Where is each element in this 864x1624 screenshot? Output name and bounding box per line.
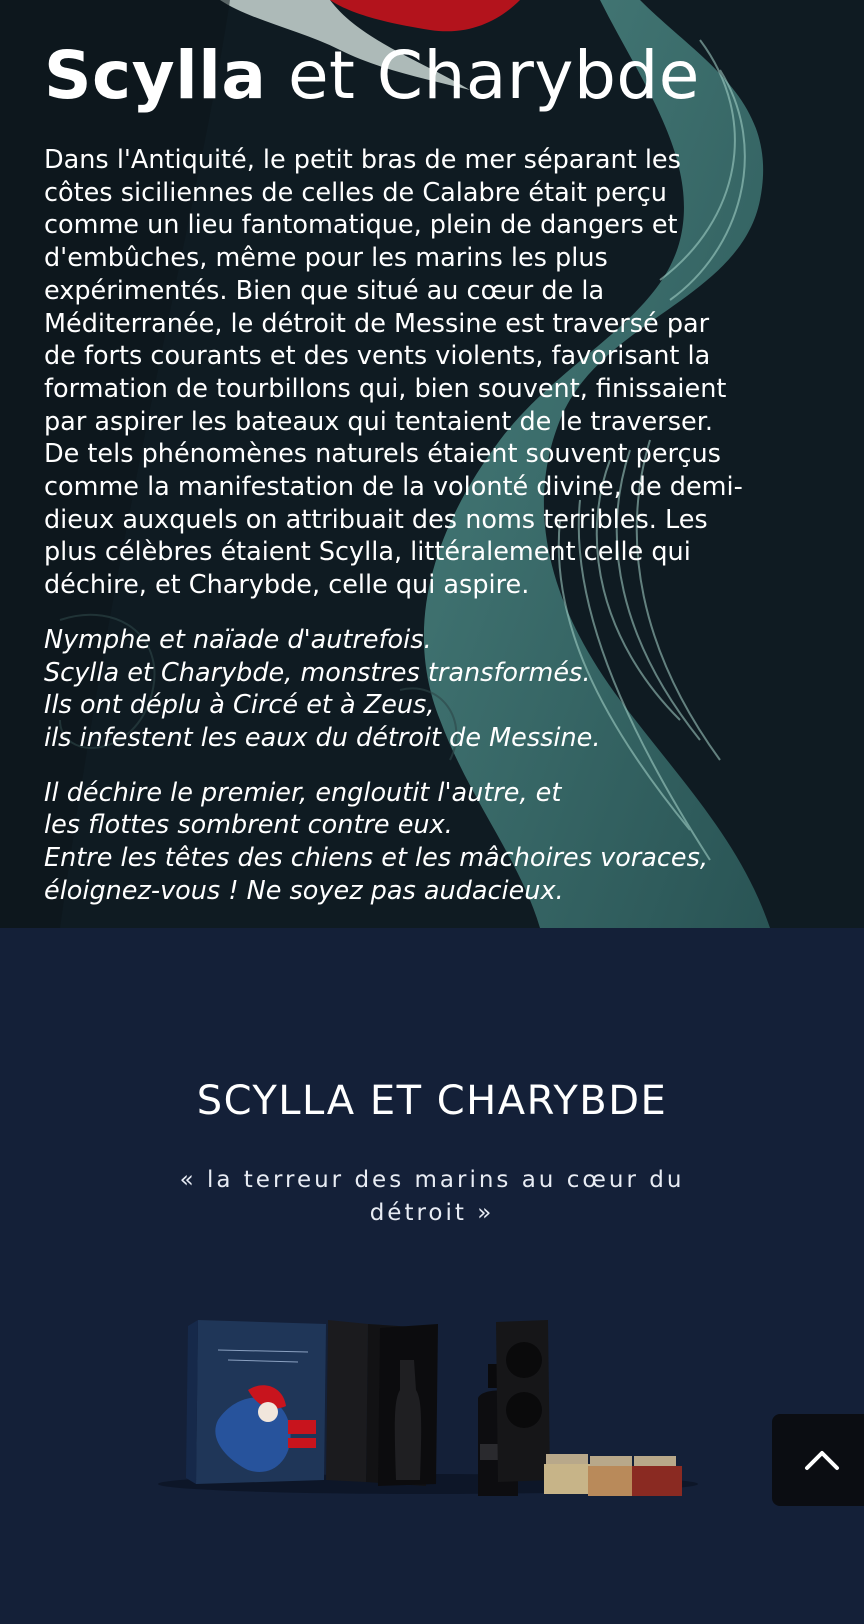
poem-line: ils infestent les eaux du détroit de Messine. [44,722,601,753]
section-heading: SCYLLA ET CHARYBDE [196,1078,668,1124]
product-section [0,928,864,1624]
product-image [128,1320,728,1500]
poem-stanza-2 [44,777,744,908]
title-rest-part: et Charybde [266,37,700,114]
poem-line: Entre les têtes des chiens et les mâchoires voraces, [44,843,709,874]
poem-line: éloignez-vous ! Ne soyez pas audacieux. [44,875,564,906]
section-tagline: « la terreur des marins au cœur du détroit » [179,1167,685,1226]
back-to-top-button[interactable] [772,1414,864,1506]
page-title [44,36,744,116]
title-bold-part: Scylla [44,37,267,114]
intro-paragraph: Dans l'Antiquité, le petit bras de mer séparant les côtes siciliennes de celles de Calabre était perçu comme un lieu fantomatique, plein de dangers et d'embûches, même pour les marins les plus expérimentés. Bien que situé au cœur de la Méditerranée, le détroit de Messine est traversé par de forts courants et des vents violents, favorisant la formation de tourbillons qui, bien souvent, finissaient par aspirer les bateaux qui tentaient de le traverser. De tels phénomènes naturels étaient souvent perçus comme la manifestation de la volonté divine, de demi-dieux auxquels on attribuait des noms terribles. Les plus célèbres étaient Scylla, littéralement celle qui déchire, et Charybde, celle qui aspire. [44,145,743,601]
gift-box [186,1320,326,1484]
jars [544,1454,682,1496]
hero-content [44,36,744,907]
poem-line: Nymphe et naïade d'autrefois. [44,624,432,655]
poem-line: les flottes sombrent contre eux. [44,810,453,841]
poem-line: Scylla et Charybde, monstres transformés. [44,657,591,688]
chevron-up-icon [804,1449,840,1471]
poem-stanza-1 [44,624,744,755]
poem-line: Ils ont déplu à Circé et à Zeus, [44,690,435,721]
poem-line: Il déchire le premier, engloutit l'autre, et [44,777,562,808]
